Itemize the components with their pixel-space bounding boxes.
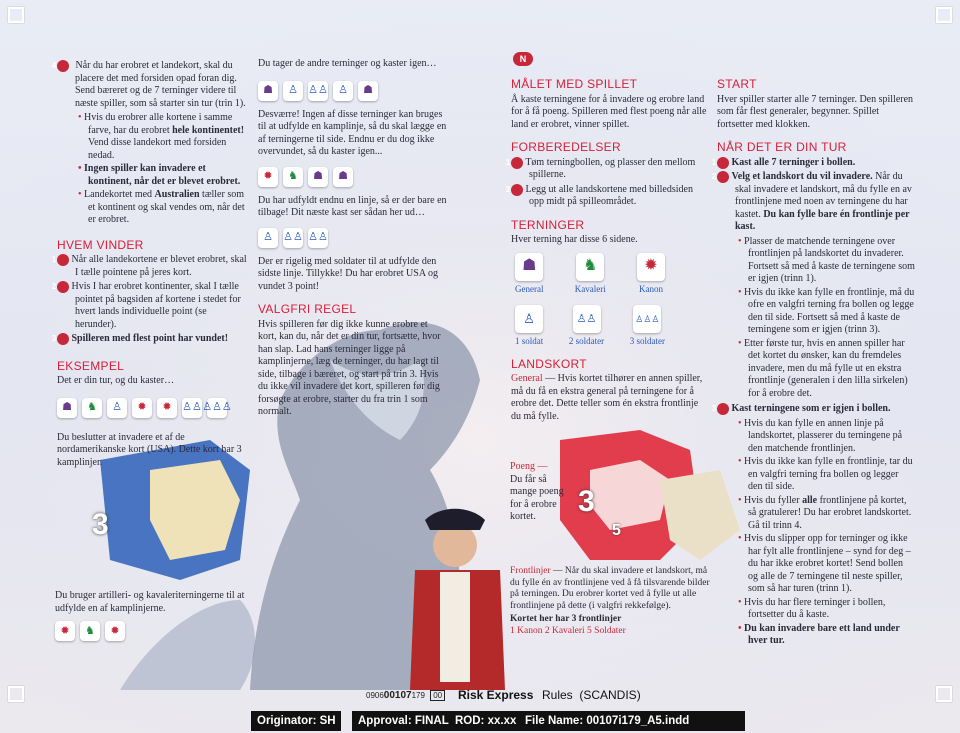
dice-faces-row-1 <box>515 253 665 296</box>
enough-soldiers-text: Der er rigelig med soldater til at udfylde den sidste linje. Tillykke! Du har erobret USA og vundet 3 point! <box>258 255 438 292</box>
need-line: Kortet her har 3 frontlinjer <box>510 614 622 624</box>
crop-mark-tr <box>936 7 952 23</box>
cannon-die-icon: ✹ <box>132 398 152 418</box>
prep-step-2: 2 Legg ut alle landskortene med billedsiden opp midt på spilleområdet. <box>505 183 693 207</box>
prep-step-1: 1 Tøm terningbollen, og plasser den mellom spillerne. <box>505 156 696 180</box>
soldiers-die-icon: ♙♙♙ <box>207 398 227 418</box>
turn-step-2: 2 Velg et landskort du vil invadere. Når du skal invadere et landskort, må du fylle en av frontlinjene med noen av terningene du har kastet. Du kan fylle bare én frontlinje per kast. <box>711 171 912 232</box>
three-soldiers-face-icon: ♙♙♙ <box>633 305 661 333</box>
dice-roll-row <box>57 398 247 418</box>
map-soldier-count: 5 <box>612 522 621 539</box>
column-3 <box>505 72 707 423</box>
general-die-icon: ☗ <box>258 81 278 101</box>
dice-faces-row-2 <box>515 305 665 348</box>
turn-3-bullet-2: • Hvis du ikke kan fylle en frontlinje, tar du en valgfri terning fra bollen og legger den til side. <box>738 456 913 492</box>
filename-label: File Name: 00107i179_A5.indd <box>519 711 745 731</box>
optional-rule-header: VALGFRI REGEL <box>258 302 357 316</box>
cavalry-die-icon: ♞ <box>82 398 102 418</box>
step-4 <box>51 60 247 110</box>
general-face-icon: ☗ <box>515 253 543 281</box>
soldier-die-icon: ♙ <box>333 81 353 101</box>
fourth-roll-row <box>258 228 448 248</box>
two-soldiers-face-icon: ♙♙ <box>573 305 601 333</box>
landskort-header: LANDSKORT <box>511 356 587 371</box>
soldier-die-icon: ♙ <box>258 228 278 248</box>
turn-3-bullet-3: • Hvis du fyller alle frontlinjene på kortet, så gratulerer! Du har erobret landskortet. Gå til trinn 4. <box>738 494 912 531</box>
language-badge: N <box>513 52 533 66</box>
turn-2-bullet-1: • Plasser de matchende terningene over frontlinjen på landskortet du invaderer. Fortsett så med å kaste de terningene som er igjen (trinn 1). <box>738 235 915 284</box>
column-1 <box>51 58 247 469</box>
who-wins-header: HVEM VINDER <box>57 237 144 252</box>
start-text: Hver spiller starter alle 7 terninger. Den spilleren som får flest generaler, begynner. Spillet fortsetter med klokken. <box>717 93 914 130</box>
filled-again-text: Du har udfyldt endnu en linje, så er der bare en tilbage! Dit næste kast ser sådan her ud… <box>258 194 447 218</box>
map-card-number-right: 3 <box>578 485 595 518</box>
win-step-2: 2 Hvis I har erobret kontinenter, skal I tælle pointet på bagsiden af kortene i stedet for hvert lands individuelle point (se herunder). <box>51 281 241 330</box>
product-title: Risk Express <box>458 688 534 702</box>
roll-again: Du tager de andre terninger og kaster igen… <box>258 58 437 69</box>
cavalry-die-icon: ♞ <box>283 167 303 187</box>
face-label-kanon: Kanon <box>639 283 663 294</box>
soldiers-die-icon: ♙♙ <box>283 228 303 248</box>
dice-header: TERNINGER <box>511 217 585 232</box>
turn-2-bullet-2: • Hvis du ikke kan fylle en frontlinje, må du ofre en valgfri terning fra bollen og legge den til side. Fortsett så med å kaste de terningene som er igjen (trinn 3). <box>738 286 915 335</box>
turn-step-1: 1 Kast alle 7 terninger i bollen. <box>711 156 856 168</box>
crop-mark-bl <box>8 686 24 702</box>
used-dice-row <box>55 621 245 641</box>
face-label-kavaleri: Kavaleri <box>574 283 606 294</box>
example-use: Du bruger artilleri- og kavaleriterningerne til at udfylde en af kamplinjerne. ✹ ♞ ✹ <box>55 590 245 641</box>
optional-rule-text: Hvis spilleren før dig ikke kunne erobre et kort, kan du, når det er din tur, fortsætte, hvor han slap. Lad hans terninger ligge på kamplinjerne, læg de terninger, du har lagt til side, tilbage i bæreret, og start på trin 3. Hvis du ikke vil invadere det kort, spilleren før dig forsøgte at erobre, starter du fra trin 1 som normalt. <box>258 318 441 417</box>
soldier-die-icon: ♙ <box>283 81 303 101</box>
originator-label: Originator: SH <box>251 711 341 731</box>
face-label-2: 2 soldater <box>568 336 605 346</box>
win-step-3: 3 Spilleren med flest point har vundet! <box>51 333 229 344</box>
step-number: 4 <box>57 60 69 72</box>
cannon-die-icon: ✹ <box>258 167 278 187</box>
crop-mark-br <box>936 686 952 702</box>
rod-label: ROD: xx.xx <box>449 711 521 731</box>
turn-3-bullet-6: • Du kan invadere bare ett land under hver tur. <box>738 622 900 646</box>
third-roll-row <box>258 167 448 187</box>
soldiers-die-icon: ♙♙ <box>308 228 328 248</box>
bullet-continent: • Hvis du erobrer alle kortene i samme farve, har du erobret hele kontinentet! Vend disse landekort med forsiden nedad. <box>78 112 245 161</box>
cavalry-die-icon: ♞ <box>80 621 100 641</box>
step-text: Når du har erobret et landekort, skal du placere det med forsiden opad foran dig. Send bæreret og de 7 terninger videre til næste spiller, som så starter sin tur (trin 1). <box>75 60 246 109</box>
turn-step-3: 3 Kast terningene som er igjen i bollen. <box>711 403 891 414</box>
goal-header: MÅLET MED SPILLET <box>511 77 638 91</box>
soldier-die-icon: ♙ <box>107 398 127 418</box>
column-4 <box>711 72 915 649</box>
turn-3-bullet-1: • Hvis du kan fylle en annen linje på landskortet, plasserer du terningene på den matchende frontlinjen. <box>738 417 903 454</box>
rules-label: Rules (SCANDIS) <box>542 688 641 702</box>
start-header: START <box>717 77 757 91</box>
example-intro: Det er din tur, og du kaster… <box>57 375 175 386</box>
turn-header: NÅR DET ER DIN TUR <box>717 140 847 154</box>
example-header: EKSEMPEL <box>57 358 125 373</box>
face-label-general: General <box>515 283 544 294</box>
win-step-1: 1 Når alle landekortene er blevet erobret, skal I tælle pointene på jeres kort. <box>51 254 247 278</box>
face-label-1: 1 soldat <box>515 336 544 346</box>
bullet-no-invade: • Ingen spiller kan invadere et kontinent, når det er blevet erobret. <box>78 163 241 187</box>
general-die-icon: ☗ <box>358 81 378 101</box>
column-2 <box>258 58 448 419</box>
soldiers-die-icon: ♙♙ <box>182 398 202 418</box>
example-decide: Du beslutter at invadere et af de nordamerikanske kort (USA). Dette kort har 3 kamplinjer. <box>57 431 242 468</box>
soldiers-die-icon: ♙♙ <box>308 81 328 101</box>
turn-3-bullet-5: • Hvis du har flere terninger i bollen, fortsetter du å kaste. <box>738 596 886 620</box>
crop-mark-tl <box>8 7 24 23</box>
poeng-callout: Poeng — Du får så mange poeng for å erobre kortet. <box>510 461 564 522</box>
face-label-3: 3 soldater <box>629 336 665 346</box>
need-values: 1 Kanon 2 Kavaleri 5 Soldater <box>510 625 626 636</box>
cannon-face-icon: ✹ <box>637 253 665 281</box>
turn-2-bullet-3: • Etter første tur, hvis en annen spiller har det kortet du ønsker, kan du fremdeles invadere, men du må fylle ut en ekstra frontlinje (generalen i den lilla sirkelen) for å erobre det. <box>738 337 908 399</box>
general-die-icon: ☗ <box>57 398 77 418</box>
unfortunately-text: Desværre! Ingen af disse terninger kan bruges til at udfylde en kamplinje, så du skal lægge en af terningerne til side. Endnu er du dog ikke overvundet, så du kaster igen... <box>258 108 447 157</box>
frontline-explainer: Frontlinjer — Når du skal invadere et landskort, må du fylle én av frontlinjene ved å få tilsvarende bilder på terningen. Du erobrer kortet ved å fylle ut alle frontlinjene på dette (i valgfri rekkefølge). Kortet her har 3 frontlinjer 1 Kanon 2 Kavaleri 5 Soldater <box>510 566 710 636</box>
bullet-australia: • Landekortet med Australien tæller som et kontinent og skal vendes om, når det er erobret. <box>78 189 245 225</box>
cannon-die-icon: ✹ <box>105 621 125 641</box>
cannon-die-icon: ✹ <box>55 621 75 641</box>
goal-text: Å kaste terningene for å invadere og erobre land for å få poeng. Spilleren med flest poeng når alle land er erobret, vinner spillet. <box>511 93 707 130</box>
prep-header: FORBEREDELSER <box>511 140 621 154</box>
approval-label: Approval: FINAL <box>352 711 450 731</box>
cannon-die-icon: ✹ <box>157 398 177 418</box>
map-card-number: 3 <box>92 508 109 541</box>
one-soldier-face-icon: ♙ <box>515 305 543 333</box>
general-die-icon: ☗ <box>333 167 353 187</box>
dice-intro: Hver terning har disse 6 sidene. <box>511 234 638 245</box>
cavalry-face-icon: ♞ <box>576 253 604 281</box>
turn-3-bullet-4: • Hvis du slipper opp for terninger og ikke har fylt alle frontlinjene – synd for deg – du har ikke erobret kortet! Send bollen og alle de 7 terningene til neste spiller, som så har turen (trinn 1). <box>738 533 911 594</box>
general-die-icon: ☗ <box>308 167 328 187</box>
print-slug: 090600107179 00 <box>366 690 445 701</box>
general-explainer: General — Hvis kortet tilhører en annen spiller, må du få en ekstra general på terningene for å erobre det. Dette teller som én ekstra frontlinje du må fylle. <box>511 373 703 422</box>
second-roll-row <box>258 81 448 101</box>
